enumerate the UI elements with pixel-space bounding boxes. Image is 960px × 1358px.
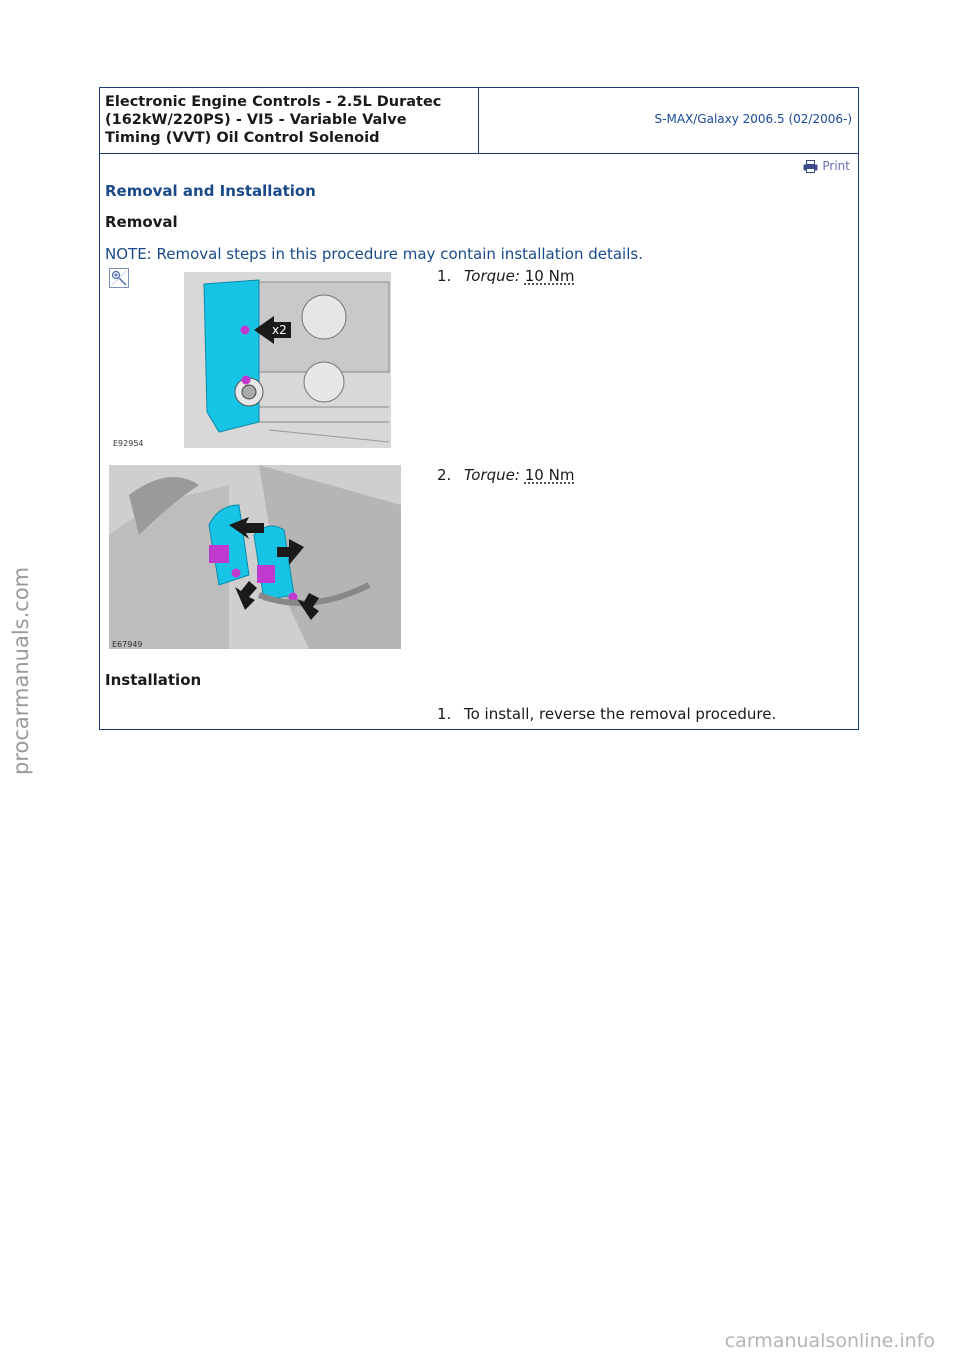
figure-step-2: [109, 465, 401, 649]
torque-value[interactable]: 10 Nm: [524, 466, 575, 484]
title-line-2: (162kW/220PS) - VI5 - Variable Valve: [105, 112, 407, 128]
figure-code: E92954: [113, 439, 144, 448]
removal-heading: Removal: [105, 213, 178, 231]
print-label: Print: [822, 159, 850, 173]
torque-label: Torque:: [464, 267, 520, 285]
step-number: 1.: [437, 705, 452, 723]
side-watermark: procarmanuals.com: [9, 566, 33, 775]
installation-step-1: [437, 705, 776, 723]
torque-label: Torque:: [464, 466, 520, 484]
document-frame: [99, 87, 859, 730]
step-number: 1.: [437, 267, 452, 285]
document-header: [100, 88, 858, 154]
installation-heading: Installation: [105, 671, 202, 689]
removal-step-2: [437, 466, 574, 484]
vehicle-model: S-MAX/Galaxy 2006.5 (02/2006-): [654, 112, 852, 126]
page-title: [100, 88, 479, 153]
print-button[interactable]: [803, 159, 850, 173]
step-text: To install, reverse the removal procedure.: [464, 705, 777, 723]
printer-icon: [803, 160, 818, 173]
torque-value[interactable]: 10 Nm: [524, 267, 575, 285]
removal-note: NOTE: Removal steps in this procedure may contain installation details.: [105, 245, 643, 263]
removal-step-1: [437, 267, 574, 285]
title-line-3: Timing (VVT) Oil Control Solenoid: [105, 130, 380, 146]
section-heading: Removal and Installation: [105, 182, 316, 200]
title-line-1: Electronic Engine Controls - 2.5L Duratec: [105, 94, 442, 110]
step-number: 2.: [437, 466, 452, 484]
figure-callout-x2: x2: [272, 323, 287, 337]
figure-step-1: [109, 272, 391, 448]
figure-code: E67949: [112, 640, 143, 649]
bottom-watermark: carmanualsonline.info: [724, 1330, 935, 1352]
